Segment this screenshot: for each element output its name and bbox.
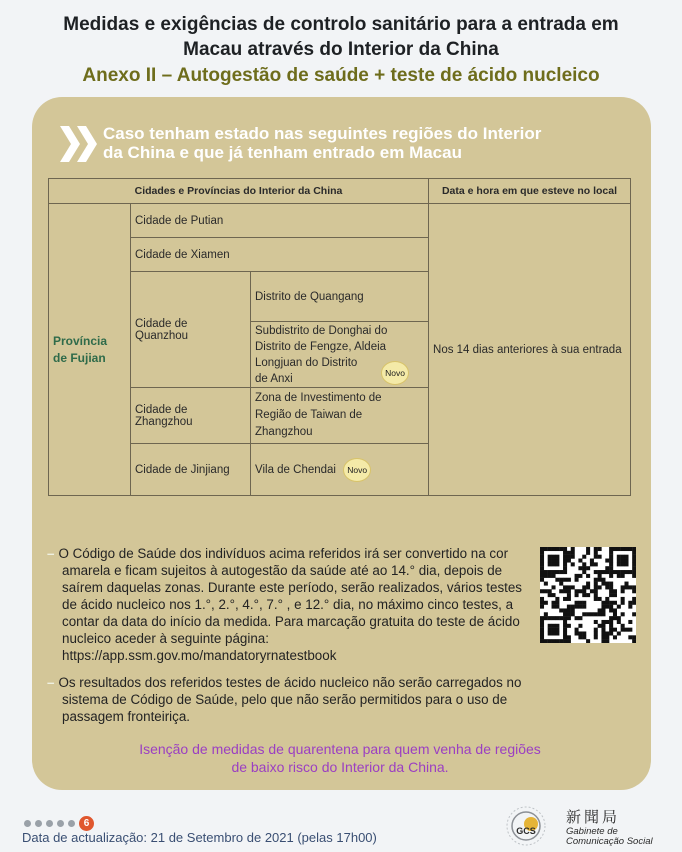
page-dot[interactable] [46, 820, 53, 827]
page-title [0, 12, 682, 62]
exemption-line-1: Isenção de medidas de quarentena para quem venha de regiões [139, 741, 541, 757]
new-badge: Novo [381, 361, 409, 385]
note-line: de ácido nucleico nos 1.°, 2.°, 4.°, 7.° , e 12.° dia, no máximo cinco testes, a [62, 597, 514, 612]
taiwan-line-1: Zona de Investimento de [255, 392, 382, 404]
province-cell [49, 204, 131, 496]
district-donghai [251, 322, 429, 388]
regions-table [48, 178, 631, 496]
note-dash: – [47, 546, 55, 561]
province-line-1: Província [53, 333, 108, 348]
district-quangang: Distrito de Quangang [251, 272, 429, 322]
note-line: passagem fronteiriça. [62, 709, 191, 724]
logo-mark: GCS [516, 826, 536, 836]
double-chevron-icon [60, 126, 100, 162]
donghai-line-2: Distrito de Fengze, Aldeia [255, 340, 387, 353]
new-badge: Novo [343, 458, 371, 482]
logo-portuguese-line-2: Comunicação Social [566, 836, 653, 847]
section-heading-line-1: Caso tenham estado nas seguintes regiões do Interior [103, 124, 542, 143]
note-dash: – [47, 675, 55, 690]
section-heading-line-2: da China e que já tenham entrado em Macau [103, 143, 462, 162]
note-2 [47, 674, 521, 725]
note-1-line-1: O Código de Saúde dos indivíduos acima referidos irá ser convertido na cor [58, 546, 509, 561]
exemption-line-2: de baixo risco do Interior da China. [231, 759, 449, 775]
town-chendai [251, 444, 429, 496]
note-line: amarela e ficam sujeitos à autogestão da saúde até ao 14.° dia, depois de [62, 563, 503, 578]
city-putian: Cidade de Putian [131, 204, 429, 238]
note-line: saírem daquelas zonas. Durante este período, serão realizados, vários testes [62, 580, 522, 595]
page-dot[interactable] [35, 820, 42, 827]
title-line-2: Macau através do Interior da China [183, 39, 499, 60]
table-header-row [49, 179, 631, 204]
header-cities: Cidades e Províncias do Interior da China [49, 179, 429, 204]
page-subtitle: Anexo II – Autogestão de saúde + teste de ácido nucleico [82, 65, 600, 86]
note-line [47, 545, 522, 562]
gcs-logo-text [566, 806, 653, 847]
note-line [47, 674, 521, 691]
note-line: nucleico aceder à seguinte página: [62, 631, 269, 646]
page-dot[interactable] [24, 820, 31, 827]
title-line-1: Medidas e exigências de controlo sanitário para a entrada em [63, 14, 619, 35]
logo-portuguese-line-1: Gabinete de [566, 826, 618, 837]
quanzhou-line-2: Quanzhou [135, 329, 189, 342]
city-jinjiang: Cidade de Jinjiang [131, 444, 251, 496]
note-line: sistema de Código de Saúde, pelo que não serão permitidos para o uso de [62, 692, 508, 707]
note-1 [47, 545, 522, 664]
zhangzhou-line-2: Zhangzhou [135, 415, 193, 428]
table-row [49, 204, 631, 238]
donghai-line-4-row [255, 367, 424, 387]
city-zhangzhou [131, 388, 251, 444]
header-date: Data e hora em que esteve no local [429, 179, 631, 204]
page-dot[interactable] [57, 820, 64, 827]
city-xiamen: Cidade de Xiamen [131, 238, 429, 272]
last-updated: Data de actualização: 21 de Setembro de 2021 (pelas 17h00) [22, 830, 377, 845]
city-quanzhou [131, 272, 251, 388]
quanzhou-line-1: Cidade de [135, 317, 188, 330]
page-dot[interactable] [68, 820, 75, 827]
zone-taiwan [251, 388, 429, 444]
note-2-line-1: Os resultados dos referidos testes de ácido nucleico não serão carregados no [58, 675, 522, 690]
province-label [53, 333, 126, 367]
section-heading [103, 124, 643, 162]
donghai-line-4: de Anxi [255, 372, 293, 385]
province-line-2: de Fujian [53, 350, 106, 365]
taiwan-line-3: Zhangzhou [255, 426, 313, 438]
note-line: contar da data do início da medida. Para marcação gratuita do teste de ácido [62, 614, 520, 629]
current-page-badge: 6 [79, 816, 94, 831]
qr-code[interactable] [540, 547, 636, 643]
gcs-logo-icon [504, 804, 548, 848]
quarantine-exemption-note [60, 740, 620, 776]
donghai-line-1: Subdistrito de Donghai do [255, 324, 388, 337]
registration-link[interactable]: https://app.ssm.gov.mo/mandatoryrnatestbook [62, 648, 337, 663]
taiwan-line-2: Região de Taiwan de [255, 409, 363, 421]
donghai-line-3: Longjuan do Distrito [255, 356, 358, 369]
date-cell: Nos 14 dias anteriores à sua entrada [429, 204, 631, 496]
zhangzhou-line-1: Cidade de [135, 403, 188, 416]
chendai-label: Vila de Chendai [255, 463, 336, 476]
logo-chinese: 新聞局 [566, 808, 621, 826]
